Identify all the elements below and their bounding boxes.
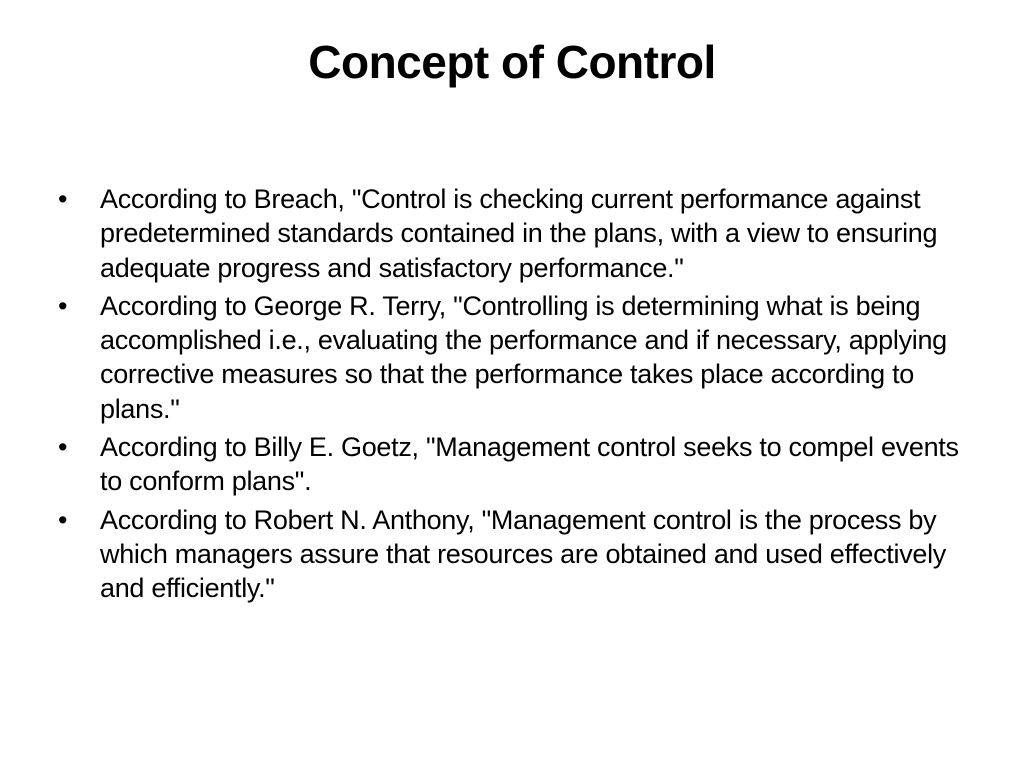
bullet-item-terry <box>58 289 970 426</box>
slide-title: Concept of Control <box>308 36 716 88</box>
bullet-text-goetz: According to Billy E. Goetz, "Management control seeks to compel events to conform plans". <box>100 432 959 497</box>
bullet-text-breach: According to Breach, "Control is checking current performance against predetermined standards contained in the plans, with a view to ensuring adequate progress and satisfactory performance." <box>100 184 938 283</box>
bullet-text-terry: According to George R. Terry, "Controlling is determining what is being accomplished i.e., evaluating the performance and if necessary, applying corrective measures so that the performance takes place according to plans." <box>100 290 947 424</box>
bullet-list <box>58 182 970 610</box>
bullet-item-goetz <box>58 430 970 499</box>
bullet-item-breach <box>58 182 970 285</box>
bullet-icon: • <box>58 432 68 463</box>
bullet-icon: • <box>58 184 68 214</box>
bullet-icon: • <box>58 504 68 535</box>
bullet-text-anthony: According to Robert N. Anthony, "Management control is the process by which managers assure that resources are obtained and used effectively and efficiently." <box>100 504 947 604</box>
bullet-item-anthony <box>58 503 970 606</box>
bullet-icon: • <box>58 290 68 321</box>
